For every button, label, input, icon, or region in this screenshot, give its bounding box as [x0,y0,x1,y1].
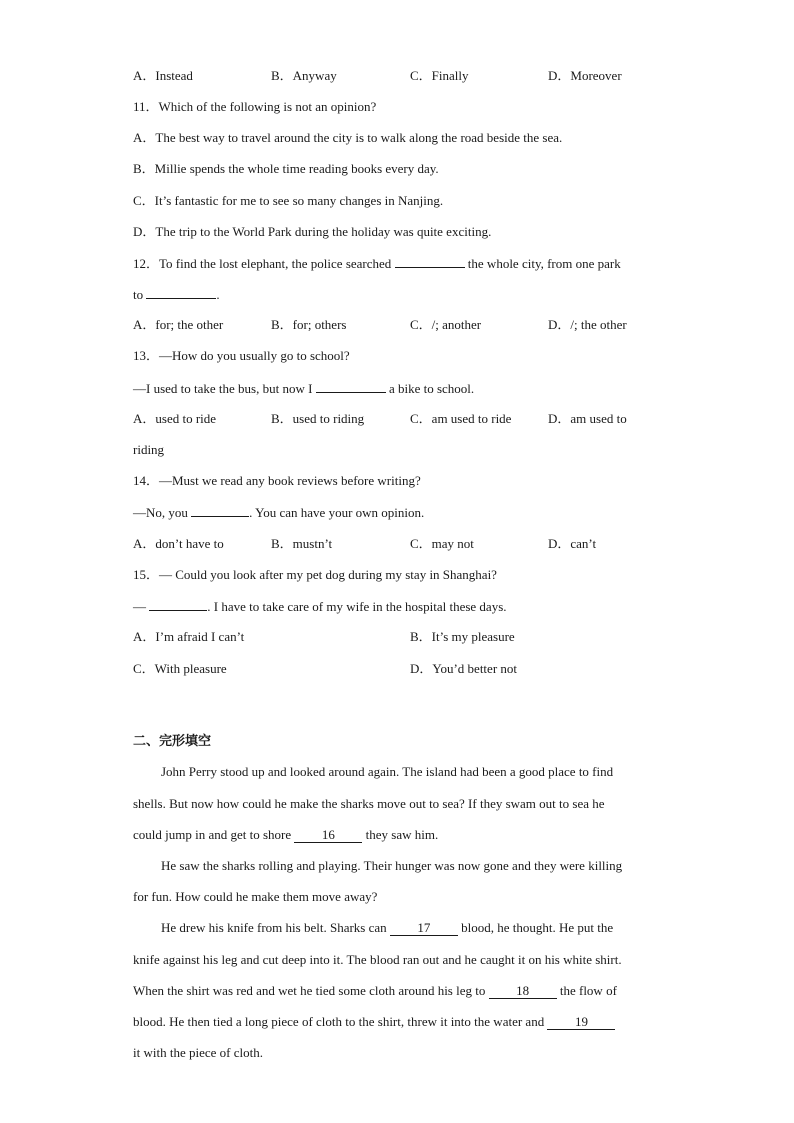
q12-option-d: D．/; the other [548,317,627,332]
q15-option-b: B．It’s my pleasure [410,629,515,644]
q10-option-a: A．Instead [133,68,193,83]
q14-option-b: B．mustn’t [271,536,333,551]
cloze-blank-17: 17 [390,921,458,936]
q11-option-d: D．The trip to the World Park during the holiday was quite exciting. [133,224,492,239]
passage-p3-line1 [133,919,691,937]
passage-text: He drew his knife from his belt. Sharks can [161,920,387,935]
q14-option-a: A．don’t have to [133,536,224,551]
cloze-blank-16: 16 [294,828,362,843]
passage-p3-line3 [133,982,663,1000]
passage-p2-line1: He saw the sharks rolling and playing. Their hunger was now gone and they were killing [161,858,623,873]
q13-option-b: B．used to riding [271,411,365,426]
q10-option-d: D．Moreover [548,68,622,83]
q14-text-1: —No, you [133,505,188,520]
passage-p3-line4 [133,1013,663,1031]
q12-question [133,254,621,273]
q13-option-a: A．used to ride [133,411,217,426]
q12-blank-2 [146,285,216,299]
q12-question-cont [133,285,220,304]
passage-text: they saw him. [365,827,439,842]
q13-text-1: —I used to take the bus, but now I [133,381,313,396]
q11-option-c: C．It’s fantastic for me to see so many changes in Nanjing. [133,193,444,208]
passage-p1-line2: shells. But now how could he make the sharks move out to sea? If they swam out to sea he [133,796,605,811]
q11-question: 11．Which of the following is not an opinion? [133,99,377,114]
q12-text-2: the whole city, from one park [467,256,621,271]
q12-text-3: to [133,287,144,302]
q15-blank [149,597,207,611]
q13-blank [316,379,386,393]
passage-p2-line2: for fun. How could he make them move away? [133,889,378,904]
q14-blank [191,503,249,517]
q14-line-2 [133,503,424,522]
passage-text: When the shirt was red and wet he tied some cloth around his leg to [133,983,486,998]
passage-p1-line1: John Perry stood up and looked around again. The island had been a good place to find [161,764,614,779]
q15-line-2 [133,597,507,616]
q15-question: 15．— Could you look after my pet dog during my stay in Shanghai? [133,567,497,582]
q12-option-a: A．for; the other [133,317,224,332]
passage-text: blood. He then tied a long piece of cloth to the shirt, threw it into the water and [133,1014,545,1029]
q10-option-b: B．Anyway [271,68,337,83]
cloze-blank-19: 19 [547,1015,615,1030]
q12-option-b: B．for; others [271,317,347,332]
passage-text: could jump in and get to shore [133,827,292,842]
q13-text-2: a bike to school. [388,381,475,396]
passage-text: blood, he thought. He put the [461,920,614,935]
q13-option-d: D．am used to [548,411,627,426]
q12-option-c: C．/; another [410,317,482,332]
q13-option-d-wrap: riding [133,442,165,457]
cloze-blank-18: 18 [489,984,557,999]
q12-text-1: 12．To find the lost elephant, the police searched [133,256,392,271]
passage-p3-line2: knife against his leg and cut deep into it. The blood ran out and he caught it on his white shirt. [133,952,622,967]
passage-text: the flow of [559,983,617,998]
q15-option-a: A．I’m afraid I can’t [133,629,245,644]
section-title: 二、完形填空 [133,734,212,749]
q11-option-b: B．Millie spends the whole time reading books every day. [133,161,439,176]
q15-option-c: C．With pleasure [133,661,227,676]
q10-option-c: C．Finally [410,68,469,83]
passage-p3-line5: it with the piece of cloth. [133,1045,263,1060]
q14-option-d: D．can’t [548,536,597,551]
passage-p1-line3 [133,826,663,844]
q15-text-1: — [133,599,146,614]
q15-text-2: . I have to take care of my wife in the hospital these days. [207,599,507,614]
q14-option-c: C．may not [410,536,474,551]
q13-question: 13．—How do you usually go to school? [133,348,350,363]
q13-line-2 [133,379,474,398]
q12-text-4: . [216,287,220,302]
q13-option-c: C．am used to ride [410,411,512,426]
q11-option-a: A．The best way to travel around the city is to walk along the road beside the sea. [133,130,563,145]
q15-option-d: D．You’d better not [410,661,518,676]
q14-question: 14．—Must we read any book reviews before writing? [133,473,421,488]
q12-blank-1 [395,254,465,268]
q14-text-2: . You can have your own opinion. [249,505,425,520]
